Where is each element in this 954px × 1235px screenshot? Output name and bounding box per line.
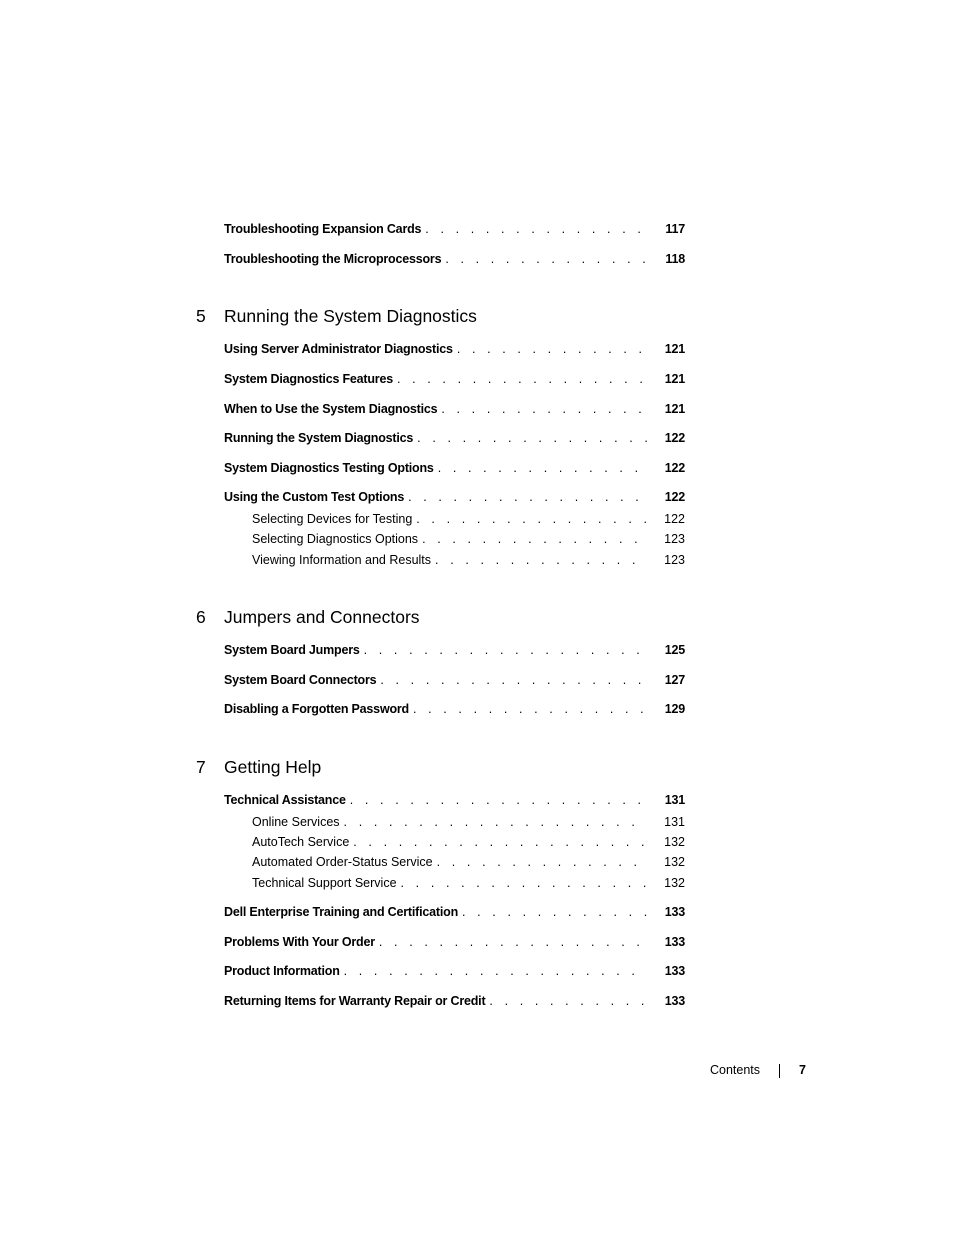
toc-subentry[interactable] <box>252 875 685 891</box>
dot-leader <box>408 489 647 505</box>
toc-entry-page: 122 <box>664 431 685 445</box>
toc-subentry[interactable] <box>252 511 685 527</box>
toc-entry-title: Using the Custom Test Options <box>224 490 405 504</box>
toc-entry-troubleshooting-microprocessors[interactable] <box>224 251 685 267</box>
footer-section-label: Contents <box>710 1063 761 1077</box>
toc-entry-page: 121 <box>664 372 685 386</box>
dot-leader <box>379 934 647 950</box>
toc-subentry[interactable] <box>252 531 685 547</box>
toc-subentry-page: 123 <box>664 532 685 546</box>
dot-leader <box>350 792 647 808</box>
toc-entry-page: 127 <box>664 673 685 687</box>
toc-entry-title: Troubleshooting Expansion Cards <box>224 222 422 236</box>
dot-leader <box>445 251 647 267</box>
toc-entry-title: Running the System Diagnostics <box>224 431 414 445</box>
dot-leader <box>413 701 647 717</box>
toc-entry-page: 133 <box>664 935 685 949</box>
toc-entry-page: 121 <box>664 402 685 416</box>
chapter-title: Getting Help <box>224 757 322 777</box>
chapter-title: Running the System Diagnostics <box>224 306 477 326</box>
dot-leader <box>441 401 647 417</box>
dot-leader <box>457 341 647 357</box>
dot-leader <box>417 430 647 446</box>
footer-divider <box>779 1064 780 1078</box>
toc-subentry-title: Selecting Devices for Testing <box>252 512 413 526</box>
toc-entry[interactable] <box>224 792 685 808</box>
toc-subentry-page: 132 <box>664 876 685 890</box>
toc-entry[interactable] <box>224 489 685 505</box>
toc-entry[interactable] <box>224 430 685 446</box>
toc-subentry-page: 123 <box>664 553 685 567</box>
toc-subentry[interactable] <box>252 814 685 830</box>
toc-entry-title: Returning Items for Warranty Repair or Credit <box>224 994 486 1008</box>
toc-entry[interactable] <box>224 341 685 357</box>
toc-subentry-page: 132 <box>664 835 685 849</box>
dot-leader <box>344 814 647 830</box>
dot-leader <box>425 221 647 237</box>
toc-subentry-title: Selecting Diagnostics Options <box>252 532 419 546</box>
dot-leader <box>422 531 647 547</box>
toc-entry-page: 133 <box>664 905 685 919</box>
dot-leader <box>353 834 647 850</box>
toc-subentry-title: Technical Support Service <box>252 876 397 890</box>
toc-entry-title: Disabling a Forgotten Password <box>224 702 409 716</box>
dot-leader <box>401 875 647 891</box>
dot-leader <box>438 460 647 476</box>
toc-subentry[interactable] <box>252 834 685 850</box>
toc-entry[interactable] <box>224 460 685 476</box>
toc-entry-title: Using Server Administrator Diagnostics <box>224 342 453 356</box>
dot-leader <box>364 642 647 658</box>
toc-subentry-title: Online Services <box>252 815 340 829</box>
toc-entry-page: 118 <box>665 252 685 266</box>
toc-entry[interactable] <box>224 401 685 417</box>
toc-subentry-title: Viewing Information and Results <box>252 553 432 567</box>
toc-entry-page: 122 <box>664 461 685 475</box>
dot-leader <box>397 371 647 387</box>
toc-entry-page: 131 <box>664 793 685 807</box>
dot-leader <box>435 552 647 568</box>
dot-leader <box>416 511 647 527</box>
toc-entry-page: 117 <box>665 222 685 236</box>
toc-entry-title: When to Use the System Diagnostics <box>224 402 438 416</box>
page-number: 7 <box>799 1063 806 1077</box>
toc-entry[interactable] <box>224 642 685 658</box>
toc-entry[interactable] <box>224 934 685 950</box>
toc-entry[interactable] <box>224 371 685 387</box>
toc-subentry-title: AutoTech Service <box>252 835 350 849</box>
toc-subentry[interactable] <box>252 854 685 870</box>
toc-entry-page: 129 <box>664 702 685 716</box>
toc-entry-page: 133 <box>664 964 685 978</box>
toc-entry[interactable] <box>224 672 685 688</box>
toc-entry-title: Problems With Your Order <box>224 935 375 949</box>
toc-entry-troubleshooting-expansion-cards[interactable] <box>224 221 685 237</box>
toc-subentry-page: 131 <box>664 815 685 829</box>
toc-entry[interactable] <box>224 963 685 979</box>
toc-subentry-page: 122 <box>664 512 685 526</box>
chapter-number: 6 <box>196 607 206 627</box>
toc-entry-title: System Board Connectors <box>224 673 377 687</box>
toc-entry-title: Dell Enterprise Training and Certification <box>224 905 459 919</box>
toc-entry-page: 125 <box>664 643 685 657</box>
dot-leader <box>489 993 647 1009</box>
dot-leader <box>462 904 647 920</box>
toc-subentry-page: 132 <box>664 855 685 869</box>
chapter-number: 7 <box>196 757 206 777</box>
toc-subentry-title: Automated Order-Status Service <box>252 855 433 869</box>
chapter-number: 5 <box>196 306 206 326</box>
chapter-heading-7[interactable] <box>196 756 321 778</box>
chapter-heading-6[interactable] <box>196 606 420 628</box>
chapter-heading-5[interactable] <box>196 305 477 327</box>
toc-entry-title: System Board Jumpers <box>224 643 360 657</box>
toc-entry[interactable] <box>224 904 685 920</box>
chapter-title: Jumpers and Connectors <box>224 607 420 627</box>
toc-entry[interactable] <box>224 993 685 1009</box>
toc-entry-title: System Diagnostics Testing Options <box>224 461 434 475</box>
dot-leader <box>344 963 647 979</box>
toc-subentry[interactable] <box>252 552 685 568</box>
toc-entry-title: Troubleshooting the Microprocessors <box>224 252 442 266</box>
toc-entry-page: 122 <box>664 490 685 504</box>
toc-entry-title: Product Information <box>224 964 340 978</box>
toc-entry[interactable] <box>224 701 685 717</box>
toc-entry-title: Technical Assistance <box>224 793 346 807</box>
toc-entry-page: 121 <box>664 342 685 356</box>
toc-entry-title: System Diagnostics Features <box>224 372 393 386</box>
dot-leader <box>380 672 647 688</box>
dot-leader <box>437 854 647 870</box>
toc-entry-page: 133 <box>664 994 685 1008</box>
